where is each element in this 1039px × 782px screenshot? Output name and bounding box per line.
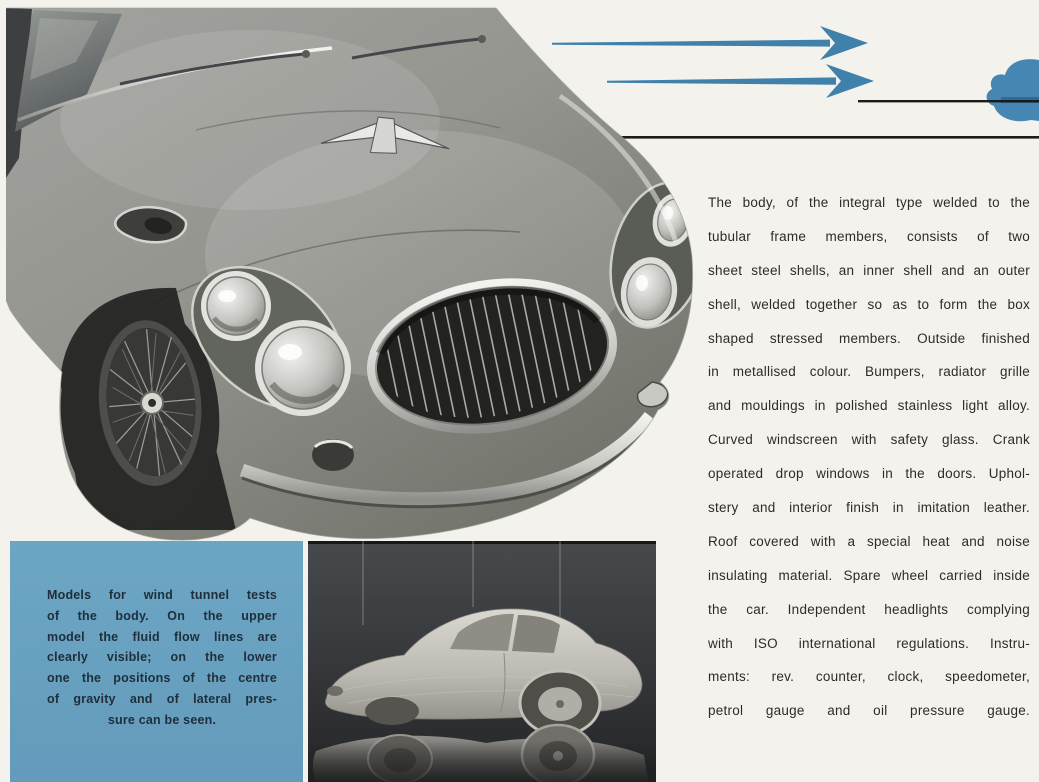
body-text-line: stery and interior finish in imitation leather. [708, 500, 1030, 516]
body-text-line: operated drop windows in the doors. Uphol- [708, 466, 1030, 482]
caption-line: model the fluid flow lines are [47, 629, 277, 644]
caption-line: sure can be seen. [107, 712, 217, 727]
body-text-line: the car. Independent headlights complying [708, 601, 1030, 617]
body-text-line: The body, of the integral type welded to the [708, 195, 1030, 210]
caption-line: of gravity and of lateral pres- [47, 691, 277, 706]
body-text-line: petrol gauge and oil pressure gauge. [708, 703, 1030, 719]
body-text-line: ments: rev. counter, clock, speedometer, [708, 669, 1030, 685]
body-text-line: shell, welded together so as to form the box [708, 296, 1030, 312]
body-text-line: insulating material. Spare wheel carried inside [708, 567, 1030, 583]
caption-box [10, 541, 303, 782]
body-text-line: tubular frame members, consists of two [708, 228, 1030, 244]
body-text-line: with ISO international regulations. Instru- [708, 635, 1030, 651]
body-text-line: and mouldings in polished stainless light alloy. [708, 398, 1030, 414]
body-text-line: Curved windscreen with safety glass. Crank [708, 432, 1030, 448]
caption-line: one the positions of the centre [47, 671, 277, 686]
body-text-line: in metallised colour. Bumpers, radiator grille [708, 364, 1030, 380]
body-text-line: shaped stressed members. Outside finished [708, 330, 1030, 346]
caption-text [10, 541, 303, 731]
car-front-photo [0, 0, 700, 560]
speed-line [858, 100, 1039, 102]
body-text-line: sheet steel shells, an inner shell and an outer [708, 262, 1030, 278]
wind-tunnel-models-photo [308, 541, 656, 782]
caption-line: Models for wind tunnel tests [47, 588, 277, 602]
body-text-line: Roof covered with a special heat and noise [708, 533, 1030, 549]
caption-line: of the body. On the upper [47, 608, 277, 623]
body-copy [708, 186, 1030, 728]
caption-line: clearly visible; on the lower [47, 650, 277, 665]
pressure-cloud-icon [987, 59, 1039, 121]
